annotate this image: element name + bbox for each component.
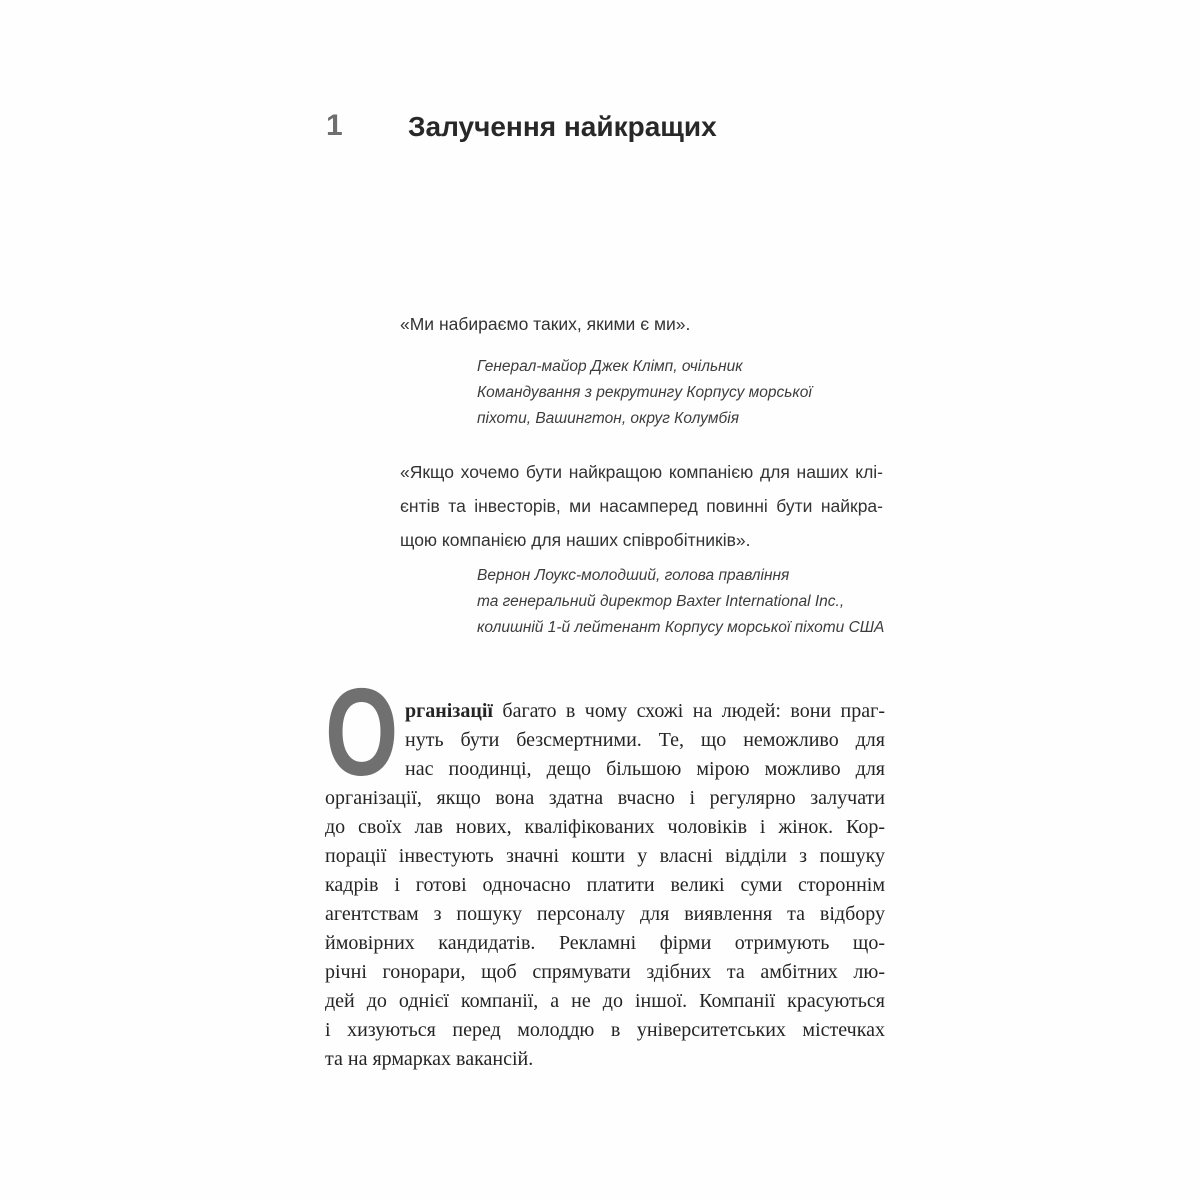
body-line-text: багато в чому схожі на людей: вони праг-: [492, 700, 885, 722]
quote-line: «Ми набираємо таких, якими є ми».: [400, 314, 691, 334]
attribution-block: [477, 354, 883, 432]
chapter-number: 1: [326, 109, 343, 142]
body-line: ймовірних кандидатів. Рекламні фірми отримують що-: [325, 932, 885, 954]
body-line: [405, 697, 885, 726]
body-line: річні гонорари, щоб спрямувати здібних та амбітних лю-: [325, 961, 885, 983]
quote-line: щою компанією для наших співробітників».: [400, 530, 751, 550]
body-line: нуть бути безсмертними. Те, що неможливо для: [405, 729, 885, 751]
attribution-block: [477, 563, 883, 641]
chapter-title: Залучення найкращих: [408, 111, 717, 142]
epigraph-second-attribution: [400, 563, 883, 641]
attribution-line: та генеральний директор Baxter International Inc.,: [477, 593, 845, 610]
body-paragraph: [325, 664, 885, 1074]
body-line: нас поодинці, дещо більшою мірою можливо для: [405, 758, 885, 780]
body-line: дей до однієї компанії, а не до іншої. Компанії красуються: [325, 990, 885, 1012]
epigraph-second: [400, 455, 883, 641]
attribution-line: піхоти, Вашингтон, округ Колумбія: [477, 410, 739, 427]
attribution-line: Вернон Лоукс-молодший, голова правління: [477, 567, 790, 584]
epigraph-first-attribution: [400, 354, 883, 432]
body-line: та на ярмарках вакансій.: [325, 1048, 534, 1070]
epigraph-first-quote: [400, 312, 883, 336]
body-line: організації, якщо вона здатна вчасно і регулярно залучати: [325, 787, 885, 809]
quote-line: єнтів та інвесторів, ми насамперед повинні бути найкра-: [400, 496, 883, 516]
epigraph-second-quote: [400, 455, 883, 557]
lead-word: рганізації: [405, 700, 493, 722]
body-line: порації інвестують значні кошти у власні відділи з пошуку: [325, 845, 885, 867]
quote-line: «Якщо хочемо бути найкращою компанією для наших клі-: [400, 462, 883, 482]
epigraph-first: [400, 312, 883, 432]
body-line: кадрів і готові одночасно платити великі суми стороннім: [325, 874, 885, 896]
body-line: до своїх лав нових, кваліфікованих чоловіків і жінок. Кор-: [325, 816, 885, 838]
body-line: агентствам з пошуку персоналу для виявлення та відбору: [325, 903, 885, 925]
attribution-line: Командування з рекрутингу Корпусу морської: [477, 384, 812, 401]
body-line: і хизуються перед молоддю в університетських містечках: [325, 1019, 885, 1041]
drop-cap-indented-lines: [405, 697, 885, 784]
attribution-line: Генерал-майор Джек Клімп, очільник: [477, 358, 743, 375]
drop-cap-letter: О: [325, 664, 399, 802]
attribution-line: колишній 1-й лейтенант Корпусу морської піхоти США: [477, 619, 885, 636]
